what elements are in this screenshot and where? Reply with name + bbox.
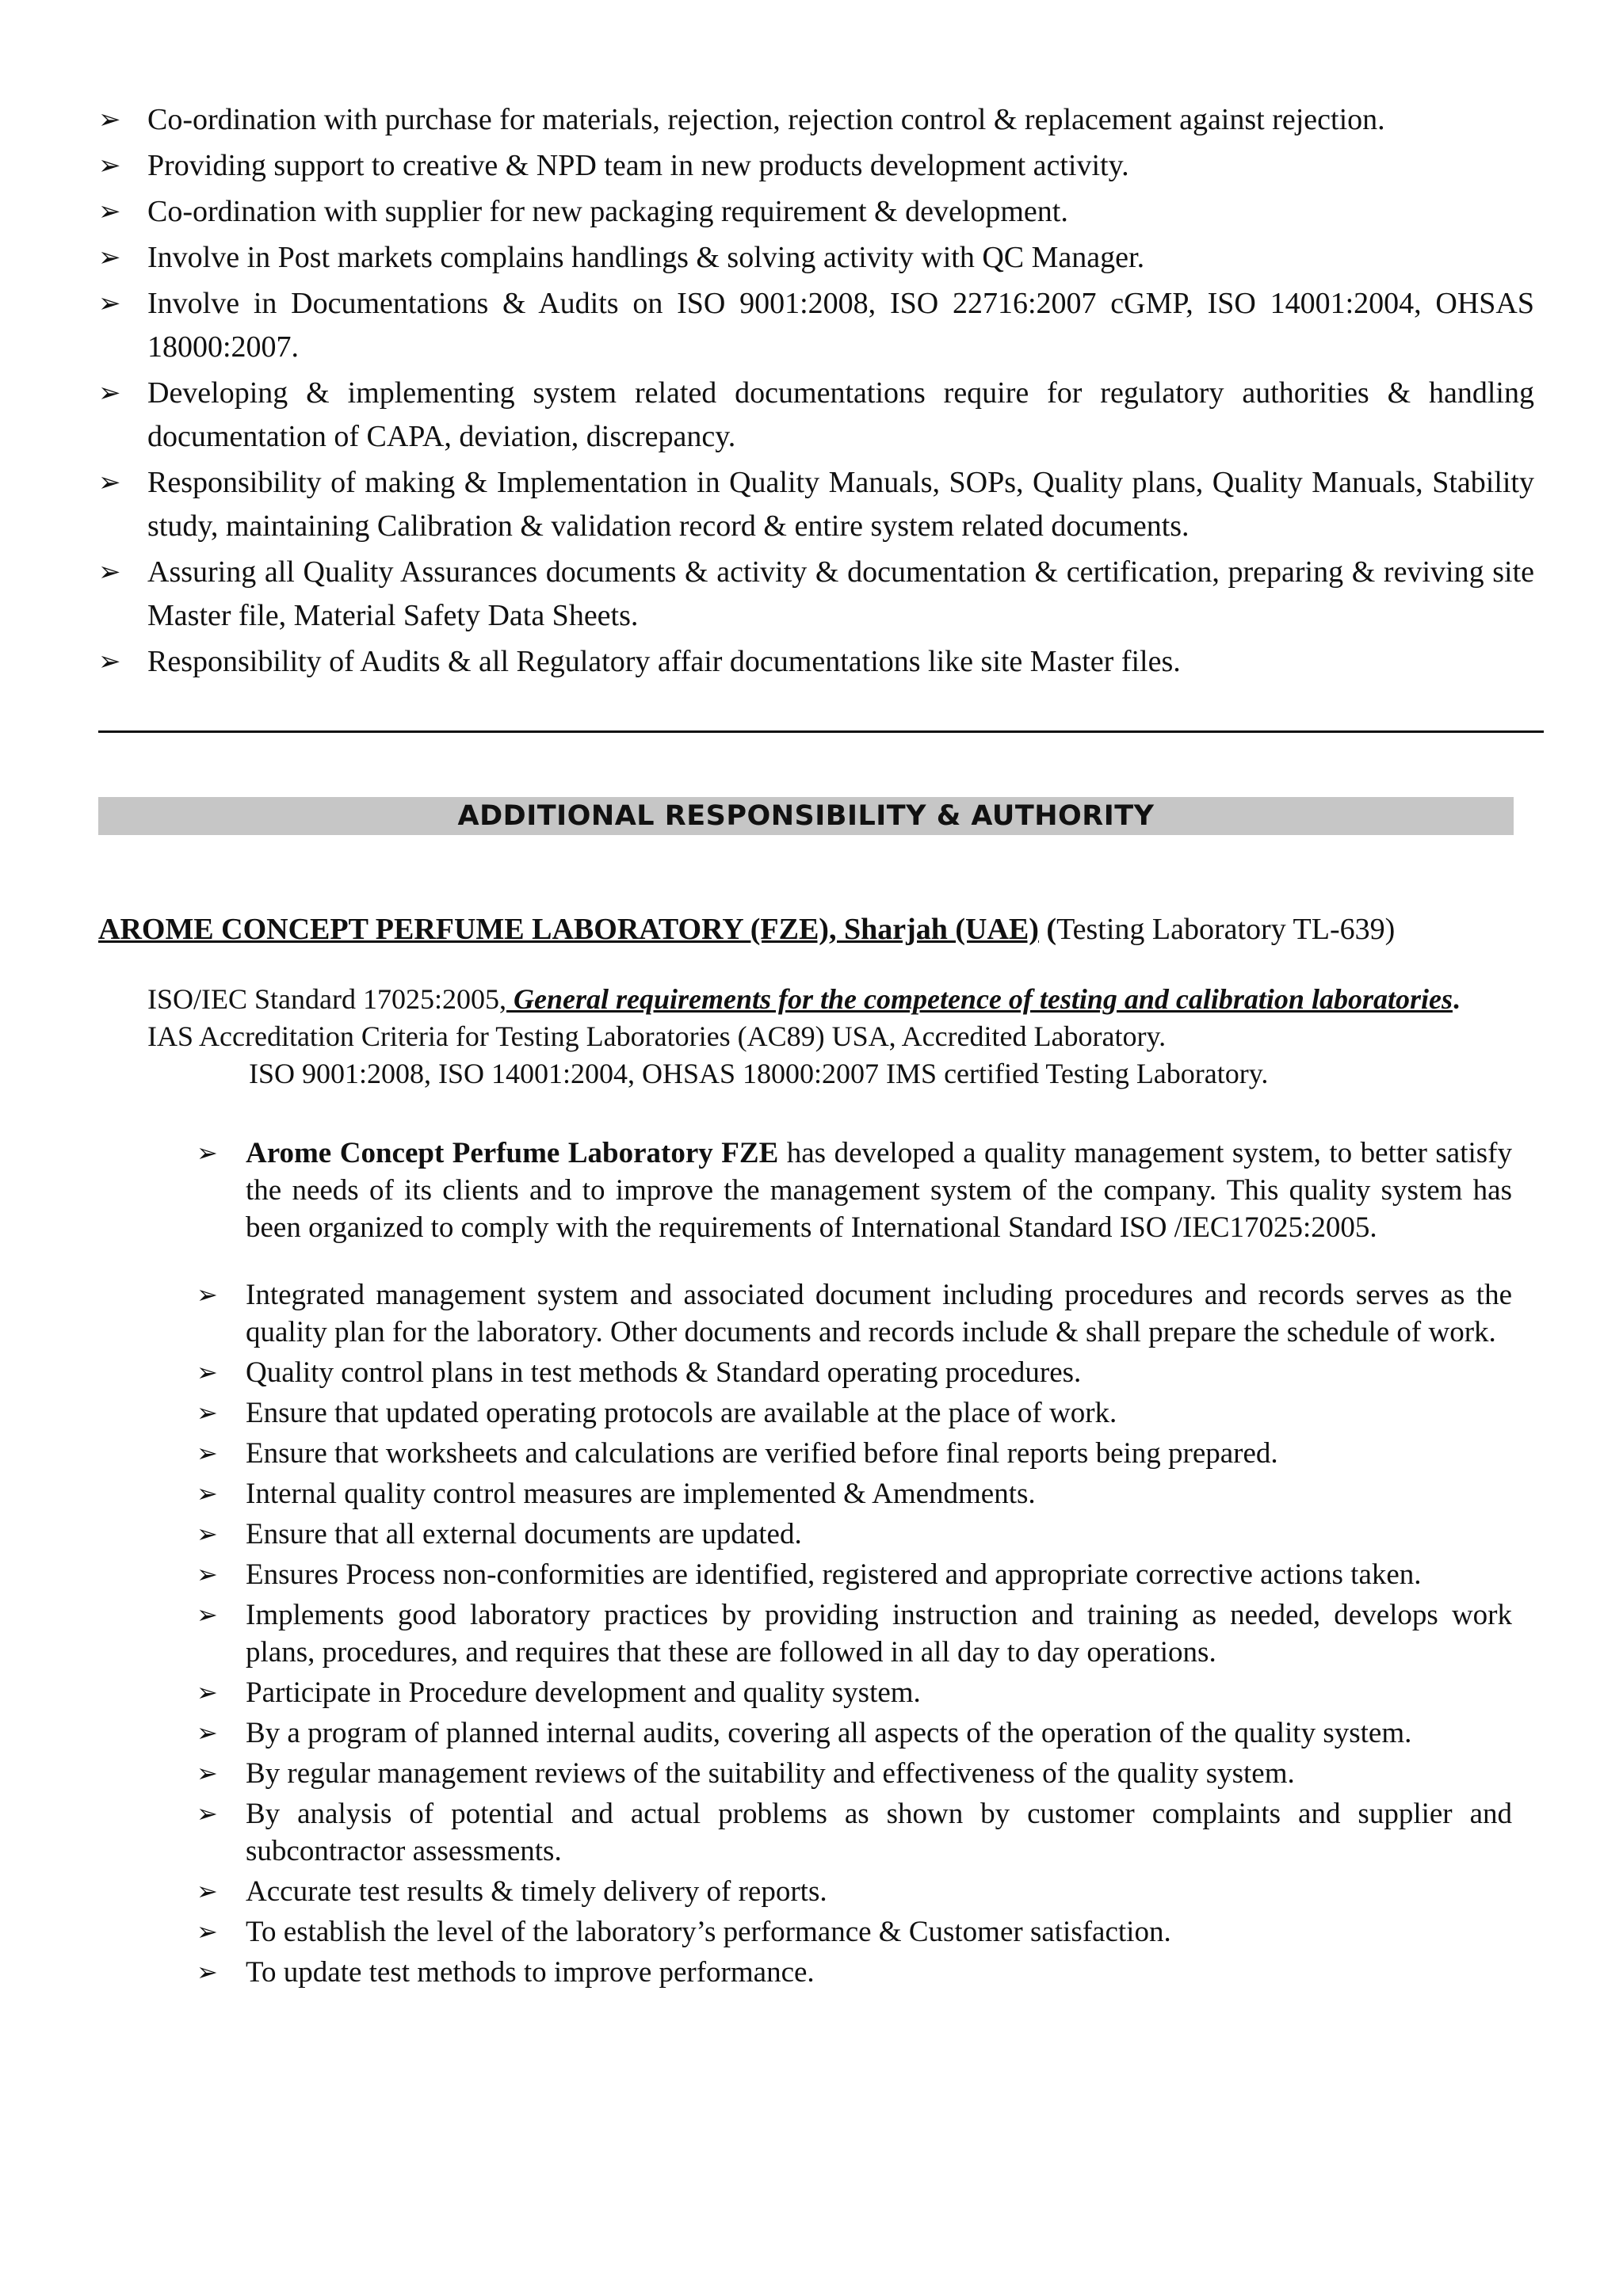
arrow-bullet-icon: ➢ — [98, 288, 121, 319]
paren-open: ( — [1038, 913, 1057, 946]
list-item — [98, 190, 1534, 234]
list-item-text: Ensure that all external documents are updated. — [246, 1518, 802, 1550]
list-item — [197, 1795, 1512, 1870]
arrow-bullet-icon: ➢ — [197, 1398, 218, 1428]
list-item-text: Assuring all Quality Assurances documents & activity & documentation & certification, preparing & reviving site Master file, Material Safety Data Sheets. — [147, 555, 1534, 632]
list-item-text: Responsibility of making & Implementation in Quality Manuals, SOPs, Quality plans, Quality Manuals, Stability study, maintaining Calibration & validation record & entire system related documents. — [147, 466, 1534, 543]
accreditation-text: IAS Accreditation Criteria for Testing Laboratories (AC89) USA, Accredited Laboratory. — [147, 1020, 1167, 1052]
list-item — [197, 1596, 1512, 1671]
list-item-text: Implements good laboratory practices by providing instruction and training as needed, develops work plans, procedures, and requires that these are followed in all day to day operations. — [246, 1599, 1512, 1669]
list-item-text: By a program of planned internal audits, covering all aspects of the operation of the quality system. — [246, 1717, 1412, 1749]
list-item-text: Responsibility of Audits & all Regulatory affair documentations like site Master files. — [147, 645, 1181, 678]
arrow-bullet-icon: ➢ — [98, 196, 121, 227]
list-item — [197, 1954, 1512, 1991]
list-item — [197, 1354, 1512, 1391]
list-item — [197, 1394, 1512, 1432]
arrow-bullet-icon: ➢ — [197, 1559, 218, 1589]
list-item — [197, 1435, 1512, 1472]
company-heading — [98, 910, 1534, 949]
list-item — [197, 1674, 1512, 1711]
arrow-bullet-icon: ➢ — [197, 1478, 218, 1508]
list-item — [98, 144, 1534, 188]
list-item — [98, 98, 1534, 142]
arrow-bullet-icon: ➢ — [197, 1280, 218, 1310]
list-item — [197, 1516, 1512, 1553]
ims-certification-line: ISO 9001:2008, ISO 14001:2004, OHSAS 18000:2007 IMS certified Testing Laboratory. — [249, 1058, 1269, 1089]
arrow-bullet-icon: ➢ — [197, 1357, 218, 1387]
list-item-text: Internal quality control measures are implemented & Amendments. — [246, 1478, 1036, 1510]
list-item — [197, 1755, 1512, 1792]
lab-intro-text: has developed a quality management system, to better satisfy the needs of its clients and to improve the management system of the company. This quality system has been organized to comply with the requirements of International Standard ISO /IEC17025:2005. — [246, 1137, 1512, 1244]
arrow-bullet-icon: ➢ — [197, 1798, 218, 1829]
arrow-bullet-icon: ➢ — [197, 1438, 218, 1468]
standard-prefix: ISO/IEC Standard 17025:2005, — [147, 983, 506, 1015]
accreditation-block — [147, 981, 1495, 1093]
list-item-text: Co-ordination with purchase for materials, rejection, rejection control & replacement against rejection. — [147, 103, 1385, 136]
arrow-bullet-icon: ➢ — [197, 1957, 218, 1987]
company-name: AROME CONCEPT PERFUME LABORATORY (FZE), Sharjah (UAE) — [98, 913, 1039, 946]
list-item — [197, 1276, 1512, 1351]
list-item-text: To update test methods to improve performance. — [246, 1956, 815, 1989]
list-item-text: Co-ordination with supplier for new packaging requirement & development. — [147, 195, 1068, 228]
list-item — [98, 372, 1534, 459]
arrow-bullet-icon: ➢ — [98, 104, 121, 135]
arrow-bullet-icon: ➢ — [98, 150, 121, 181]
arrow-bullet-icon: ➢ — [98, 242, 121, 273]
lab-intro-item — [197, 1135, 1512, 1246]
arrow-bullet-icon: ➢ — [197, 1519, 218, 1549]
arrow-bullet-icon: ➢ — [98, 646, 121, 677]
arrow-bullet-icon: ➢ — [98, 467, 121, 498]
arrow-bullet-icon: ➢ — [197, 1138, 218, 1168]
list-item-text: Ensure that worksheets and calculations are verified before final reports being prepared. — [246, 1437, 1278, 1470]
list-item-text: Ensure that updated operating protocols are available at the place of work. — [246, 1397, 1117, 1429]
list-item-text: Involve in Post markets complains handlings & solving activity with QC Manager. — [147, 241, 1145, 274]
arrow-bullet-icon: ➢ — [98, 377, 121, 409]
list-item — [98, 461, 1534, 548]
list-item-text: By analysis of potential and actual problems as shown by customer complaints and supplier and subcontractor assessments. — [246, 1798, 1512, 1867]
company-note: Testing Laboratory TL-639) — [1056, 913, 1396, 946]
list-item — [197, 1873, 1512, 1910]
list-item — [197, 1714, 1512, 1752]
responsibilities-list — [98, 98, 1534, 686]
list-item-text: Providing support to creative & NPD team in new products development activity. — [147, 149, 1129, 182]
arrow-bullet-icon: ➢ — [197, 1600, 218, 1630]
arrow-bullet-icon: ➢ — [197, 1718, 218, 1748]
lab-name: Arome Concept Perfume Laboratory FZE — [246, 1137, 779, 1169]
standard-title: General requirements for the competence of testing and calibration laboratories — [506, 983, 1453, 1015]
section-header-bar — [98, 797, 1514, 835]
list-item-text: Involve in Documentations & Audits on ISO 9001:2008, ISO 22716:2007 cGMP, ISO 14001:2004, OHSAS 18000:2007. — [147, 287, 1534, 364]
list-item — [98, 282, 1534, 369]
list-item — [197, 1475, 1512, 1512]
arrow-bullet-icon: ➢ — [197, 1917, 218, 1947]
list-item-text: Participate in Procedure development and quality system. — [246, 1676, 921, 1709]
arrow-bullet-icon: ➢ — [197, 1758, 218, 1788]
list-item-text: To establish the level of the laboratory’s performance & Customer satisfaction. — [246, 1916, 1171, 1948]
laboratory-list — [197, 1135, 1512, 1994]
list-item — [98, 236, 1534, 280]
arrow-bullet-icon: ➢ — [197, 1677, 218, 1707]
list-item-text: Quality control plans in test methods & Standard operating procedures. — [246, 1356, 1082, 1389]
standard-title-period: . — [1452, 983, 1460, 1015]
list-item-text: Developing & implementing system related documentations require for regulatory authorities & handling documentation of CAPA, deviation, discrepancy. — [147, 376, 1534, 453]
list-item-text: Integrated management system and associated document including procedures and records serves as the quality plan for the laboratory. Other documents and records include & shall prepare the schedule of work. — [246, 1279, 1512, 1348]
list-item-text: Ensures Process non-conformities are identified, registered and appropriate corrective actions taken. — [246, 1558, 1422, 1591]
horizontal-divider — [98, 730, 1544, 733]
section-title: ADDITIONAL RESPONSIBILITY & AUTHORITY — [457, 800, 1155, 832]
list-item — [197, 1556, 1512, 1593]
list-item — [98, 551, 1534, 638]
arrow-bullet-icon: ➢ — [197, 1876, 218, 1906]
list-item — [98, 640, 1534, 684]
arrow-bullet-icon: ➢ — [98, 556, 121, 588]
list-item — [197, 1913, 1512, 1951]
list-item-text: Accurate test results & timely delivery of reports. — [246, 1875, 827, 1908]
list-item-text: By regular management reviews of the suitability and effectiveness of the quality system. — [246, 1757, 1295, 1790]
